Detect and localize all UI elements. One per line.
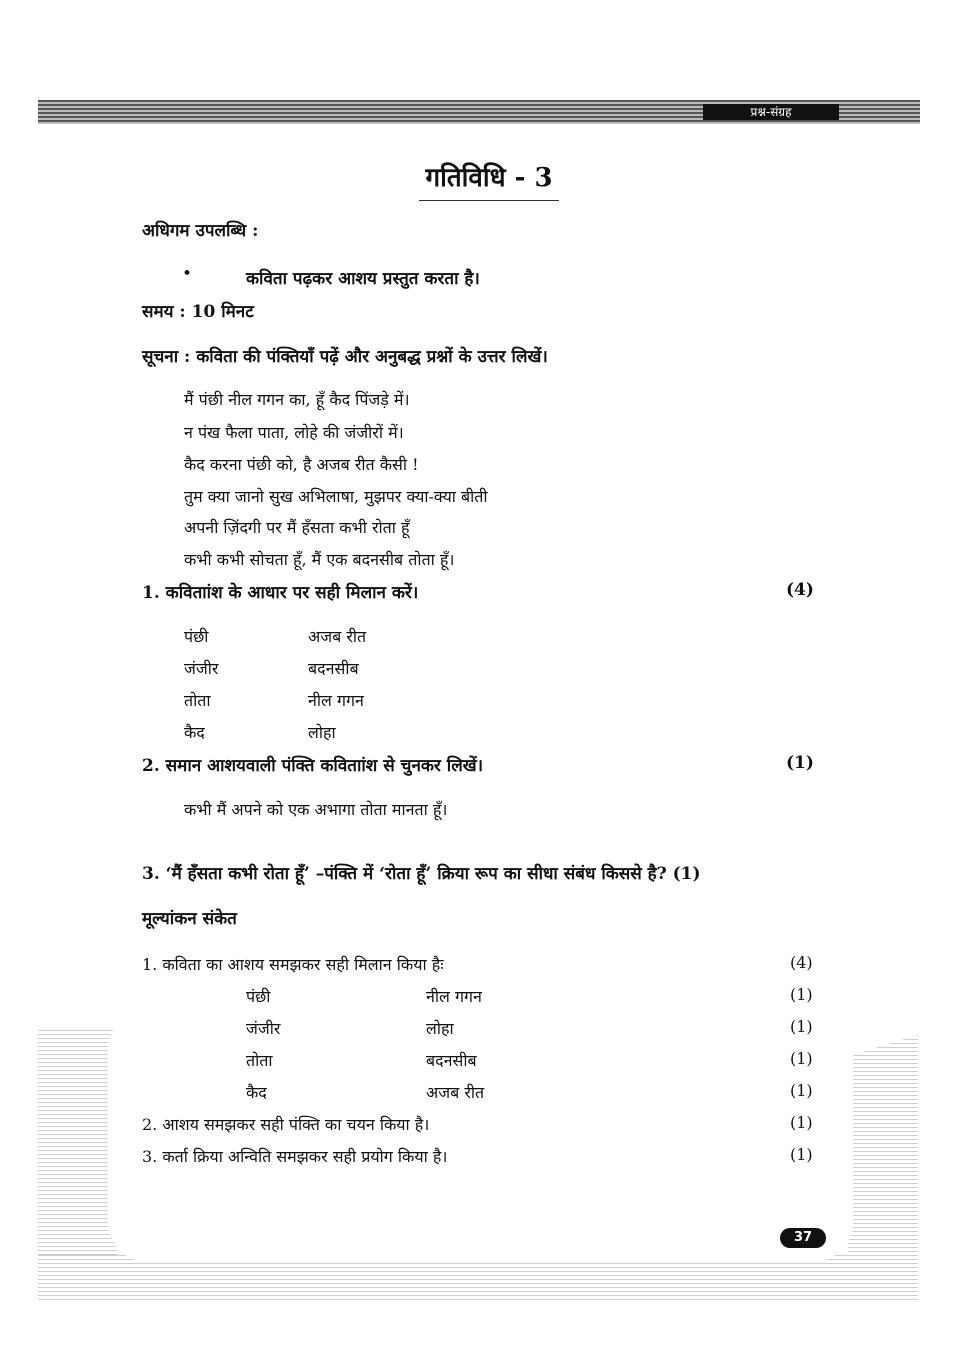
evaluation-item-3-marks: (1) bbox=[790, 1145, 813, 1164]
question-2-line: कभी मैं अपने को एक अभागा तोता मानता हूँ। bbox=[184, 800, 448, 819]
question-2-marks: (1) bbox=[786, 753, 814, 773]
evaluation-pair-marks: (1) bbox=[790, 985, 813, 1004]
evaluation-pair-right: नील गगन bbox=[426, 987, 482, 1006]
poem-line: कभी कभी सोचता हूँ, मैं एक बदनसीब तोता हूँ। bbox=[184, 550, 455, 569]
evaluation-pair-marks: (1) bbox=[790, 1049, 813, 1068]
match-left-item: तोता bbox=[184, 691, 211, 710]
match-right-item: नील गगन bbox=[308, 691, 364, 710]
evaluation-pair-marks: (1) bbox=[790, 1017, 813, 1036]
evaluation-pair-left: तोता bbox=[246, 1051, 273, 1070]
evaluation-pair-right: लोहा bbox=[426, 1019, 454, 1038]
time-limit: समय : 10 मिनट bbox=[142, 302, 254, 322]
poem-line: न पंख फैला पाता, लोहे की जंजीरों में। bbox=[184, 423, 404, 442]
poem-line: अपनी ज़िंदगी पर मैं हँसता कभी रोता हूँ bbox=[184, 518, 410, 537]
match-left-item: कैद bbox=[184, 723, 205, 742]
page-number: 37 bbox=[780, 1228, 826, 1248]
bullet-icon: • bbox=[182, 264, 193, 284]
match-right-item: बदनसीब bbox=[308, 659, 359, 678]
evaluation-item-3: 3. कर्ता क्रिया अन्विति समझकर सही प्रयोग किया है। bbox=[142, 1147, 448, 1166]
learning-outcome-heading: अधिगम उपलब्धि : bbox=[142, 221, 259, 241]
match-right-item: लोहा bbox=[308, 723, 336, 742]
evaluation-item-2-marks: (1) bbox=[790, 1113, 813, 1132]
evaluation-pair-right: अजब रीत bbox=[426, 1083, 485, 1102]
page-card bbox=[108, 1010, 853, 1262]
evaluation-pair-right: बदनसीब bbox=[426, 1051, 477, 1070]
match-left-item: जंजीर bbox=[184, 659, 219, 678]
learning-outcome-bullet: कविता पढ़कर आशय प्रस्तुत करता है। bbox=[246, 269, 480, 289]
evaluation-pair-left: कैद bbox=[246, 1083, 267, 1102]
poem-line: मैं पंछी नील गगन का, हूँ कैद पिंजड़े में। bbox=[184, 390, 410, 409]
question-1-marks: (4) bbox=[786, 580, 814, 600]
evaluation-item-1-marks: (4) bbox=[790, 953, 813, 972]
poem-line: तुम क्या जानो सुख अभिलाषा, मुझपर क्या-क्या बीती bbox=[184, 487, 488, 506]
evaluation-pair-marks: (1) bbox=[790, 1081, 813, 1100]
evaluation-item-2: 2. आशय समझकर सही पंक्ति का चयन किया है। bbox=[142, 1115, 430, 1134]
match-left-item: पंछी bbox=[184, 627, 209, 646]
question-2: 2. समान आशयवाली पंक्ति कविताांश से चुनकर लिखें। bbox=[142, 756, 484, 776]
instruction: सूचना : कविता की पंक्तियाँ पढ़ें और अनुबद्ध प्रश्नों के उत्तर लिखें। bbox=[142, 347, 548, 367]
header-band bbox=[38, 100, 920, 124]
match-right-item: अजब रीत bbox=[308, 627, 367, 646]
poem-line: कैद करना पंछी को, है अजब रीत कैसी ! bbox=[184, 455, 419, 474]
page-title: गतिविधि - 3 bbox=[419, 158, 559, 201]
evaluation-pair-left: जंजीर bbox=[246, 1019, 281, 1038]
header-tag: प्रश्न-संग्रह bbox=[703, 104, 839, 120]
evaluation-item-1: 1. कविता का आशय समझकर सही मिलान किया हैः bbox=[142, 955, 444, 974]
question-3: 3. ‘मैं हँसता कभी रोता हूँ’ –पंक्ति में ‘रोता हूँ’ क्रिया रूप का सीधा संबंध किससे है? (1) bbox=[142, 864, 701, 884]
question-1: 1. कविताांश के आधार पर सही मिलान करें। bbox=[142, 583, 419, 603]
decorative-stripes-right bbox=[848, 1035, 918, 1300]
evaluation-pair-left: पंछी bbox=[246, 987, 271, 1006]
evaluation-heading: मूल्यांकन संकेत bbox=[142, 909, 237, 929]
